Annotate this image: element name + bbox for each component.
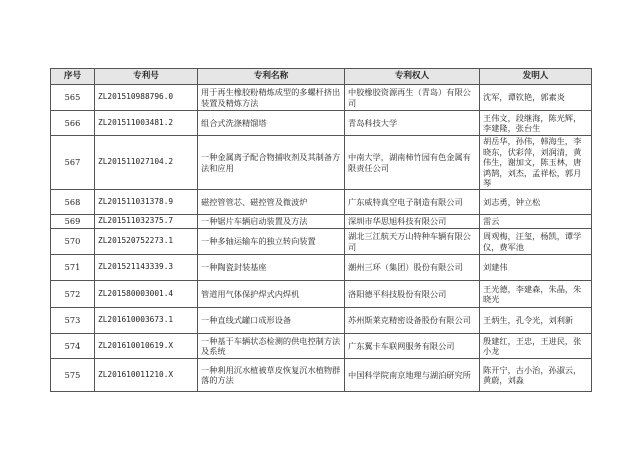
cell-number: ZL201520752273.1 — [95, 229, 198, 255]
cell-number: ZL201610010619.X — [95, 334, 198, 359]
cell-inventors: 沈军，谭钦艳，郭素炎 — [480, 85, 592, 111]
cell-inventors: 陈开宁，古小治，孙淑云，黄蔚，刘淼 — [480, 359, 592, 392]
cell-number: ZL201580003001.4 — [95, 281, 198, 308]
header-owner: 专利权人 — [345, 69, 480, 85]
cell-name: 磁控管管芯、磁控管及微波炉 — [198, 190, 345, 215]
cell-number: ZL201610003673.1 — [95, 308, 198, 334]
table-row — [51, 334, 592, 359]
cell-number: ZL201511032375.7 — [95, 215, 198, 229]
cell-inventors: 胡岳华，孙伟，韩海生，李晓东，伏彩萍，刘润清，黄伟生，谢加文，陈玉林，唐鸿鹄，刘杰，孟祥松，郭月琴 — [480, 136, 592, 190]
cell-owner: 青岛科技大学 — [345, 111, 480, 136]
document-page — [50, 68, 591, 392]
cell-owner: 中国科学院南京地理与湖泊研究所 — [345, 359, 480, 392]
cell-number: ZL201511003481.2 — [95, 111, 198, 136]
cell-seq: 571 — [51, 255, 95, 281]
patent-table — [50, 68, 592, 392]
cell-inventors: 刘建伟 — [480, 255, 592, 281]
header-inventors: 发明人 — [480, 69, 592, 85]
cell-name: 一种直线式罐口成形设备 — [198, 308, 345, 334]
cell-seq: 572 — [51, 281, 95, 308]
cell-name: 一种多轴运输车的独立转向装置 — [198, 229, 345, 255]
cell-seq: 573 — [51, 308, 95, 334]
cell-inventors: 刘志勇，钟立松 — [480, 190, 592, 215]
cell-owner: 湖北三江航天万山特种车辆有限公司 — [345, 229, 480, 255]
cell-seq: 574 — [51, 334, 95, 359]
cell-owner: 深圳市华思旭科技有限公司 — [345, 215, 480, 229]
header-name: 专利名称 — [198, 69, 345, 85]
cell-owner: 中胶橡胶资源再生（青岛）有限公司 — [345, 85, 480, 111]
cell-name: 一种基于车辆状态检测的供电控制方法及系统 — [198, 334, 345, 359]
cell-number: ZL201610011210.X — [95, 359, 198, 392]
table-row — [51, 111, 592, 136]
table-row — [51, 359, 592, 392]
cell-number: ZL201510988796.0 — [95, 85, 198, 111]
cell-number: ZL201521143339.3 — [95, 255, 198, 281]
cell-seq: 565 — [51, 85, 95, 111]
table-row — [51, 85, 592, 111]
table-row — [51, 190, 592, 215]
cell-owner: 中南大学，湖南柿竹园有色金属有限责任公司 — [345, 136, 480, 190]
table-row — [51, 136, 592, 190]
table-row — [51, 281, 592, 308]
cell-name: 一种陶瓷封装基座 — [198, 255, 345, 281]
cell-seq: 569 — [51, 215, 95, 229]
cell-seq: 568 — [51, 190, 95, 215]
cell-owner: 广东翼卡车联网服务有限公司 — [345, 334, 480, 359]
cell-seq: 566 — [51, 111, 95, 136]
cell-inventors: 王炳生，孔令光，刘利新 — [480, 308, 592, 334]
cell-inventors: 雷云 — [480, 215, 592, 229]
cell-inventors: 王光德，李建森，朱晶，朱晓光 — [480, 281, 592, 308]
cell-name: 用于再生橡胶粉精炼成型的多螺杆挤出装置及精炼方法 — [198, 85, 345, 111]
header-seq: 序号 — [51, 69, 95, 85]
cell-owner: 广东威特真空电子制造有限公司 — [345, 190, 480, 215]
cell-name: 一种金属离子配合物捕收剂及其制备方法和应用 — [198, 136, 345, 190]
header-number: 专利号 — [95, 69, 198, 85]
cell-name: 组合式洗涤精馏塔 — [198, 111, 345, 136]
cell-name: 管道用气体保护焊式内焊机 — [198, 281, 345, 308]
cell-inventors: 王伟文，段继海，陈光辉，李建隆，张台生 — [480, 111, 592, 136]
cell-name: 一种利用沉水植被草皮恢复沉水植物群落的方法 — [198, 359, 345, 392]
cell-seq: 575 — [51, 359, 95, 392]
cell-seq: 567 — [51, 136, 95, 190]
table-row — [51, 215, 592, 229]
cell-number: ZL201511027104.2 — [95, 136, 198, 190]
table-header-row — [51, 69, 592, 85]
cell-owner: 苏州斯莱克精密设备股份有限公司 — [345, 308, 480, 334]
table-row — [51, 308, 592, 334]
cell-inventors: 殷建红，王忠，王进民，张小龙 — [480, 334, 592, 359]
cell-number: ZL201511031378.9 — [95, 190, 198, 215]
cell-owner: 洛阳德平科技股份有限公司 — [345, 281, 480, 308]
cell-name: 一种锯片车辆启动装置及方法 — [198, 215, 345, 229]
cell-seq: 570 — [51, 229, 95, 255]
cell-inventors: 周观梅，汪玺，杨凯，谭学仪，费军池 — [480, 229, 592, 255]
table-row — [51, 229, 592, 255]
cell-owner: 潮州三环（集团）股份有限公司 — [345, 255, 480, 281]
table-row — [51, 255, 592, 281]
